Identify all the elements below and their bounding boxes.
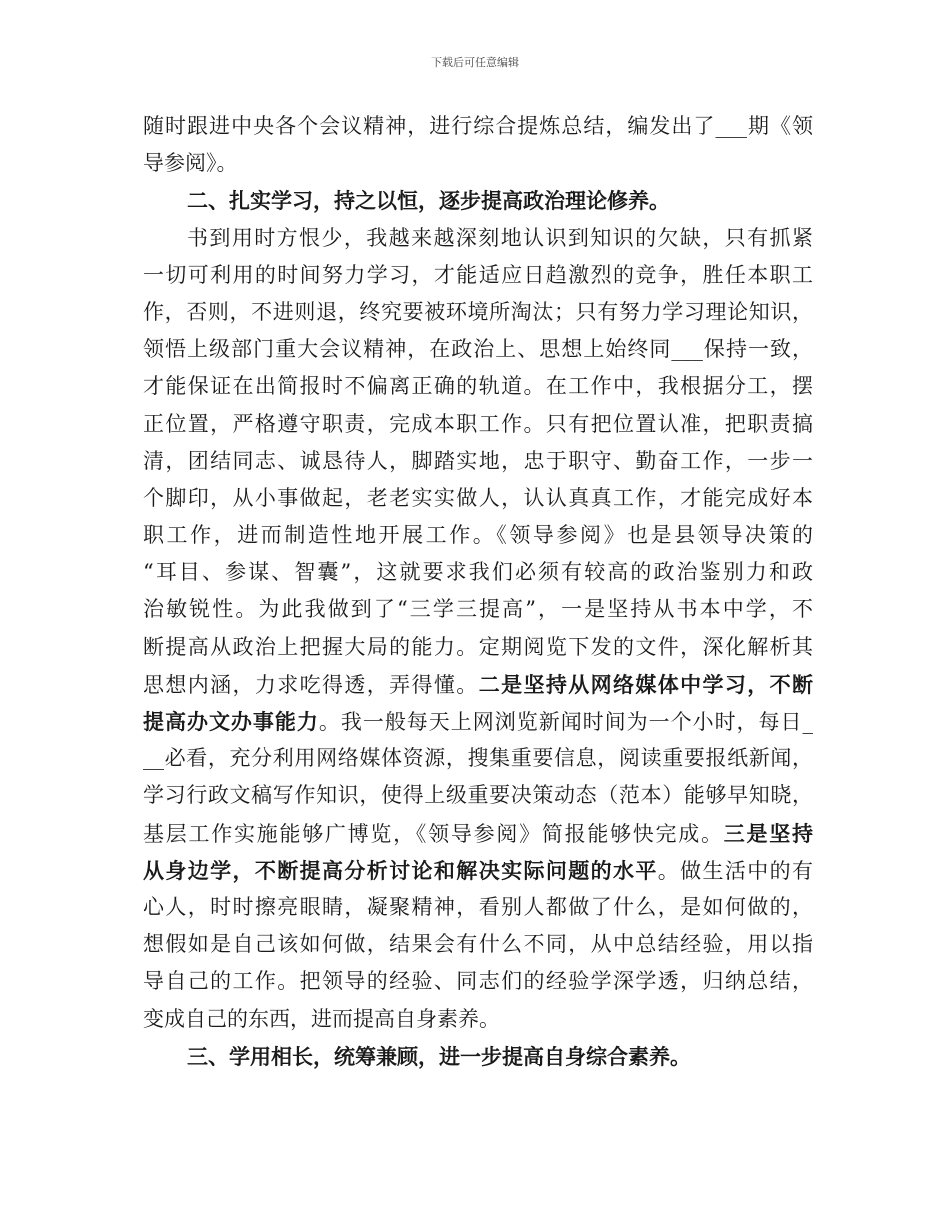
- body-line-mixed: [143, 852, 813, 889]
- body-line: 清，团结同志、诚恳待人，脚踏实地，忠于职守、勤奋工作，一步一: [143, 448, 813, 473]
- body-line: 变成自己的东西，进而提高自身素养。: [143, 1006, 500, 1031]
- body-line: 学习行政文稿写作知识，使得上级重要决策动态（范本）能够早知晓，: [143, 783, 813, 808]
- body-line-mixed: [143, 666, 813, 703]
- body-line-mixed: [143, 815, 813, 852]
- document-body: [143, 108, 813, 1075]
- body-line: 心人，时时擦亮眼睛，凝聚精神，看别人都做了什么，是如何做的，: [143, 894, 813, 919]
- body-text: 。做生活中的有: [657, 858, 814, 883]
- body-line: 职工作，进而制造性地开展工作。《领导参阅》也是县领导决策的: [143, 523, 813, 548]
- body-line-mixed: [143, 703, 813, 740]
- body-line: 导参阅》。: [143, 151, 238, 176]
- body-line: 导自己的工作。把领导的经验、同志们的经验学深学透，归纳总结，: [143, 969, 813, 994]
- body-line: 断提高从政治上把握大局的能力。定期阅览下发的文件，深化解析其: [143, 634, 813, 659]
- page-header: 下载后可任意编辑: [431, 56, 519, 69]
- section-heading: 三、学用相长，统筹兼顾，进一步提高自身综合素养。: [187, 1043, 691, 1069]
- body-line: 才能保证在出简报时不偏离正确的轨道。在工作中，我根据分工，摆: [143, 374, 813, 399]
- body-line: 随时跟进中央各个会议精神，进行综合提炼总结，编发出了___期《领: [143, 114, 813, 138]
- body-line: 治敏锐性。为此我做到了“三学三提高”，一是坚持从书本中学，不: [143, 597, 813, 622]
- body-line: “耳目、参谋、智囊”，这就要求我们必须有较高的政治鉴别力和政: [143, 560, 813, 585]
- emphasis-text: 从身边学，不断提高分析讨论和解决实际问题的水平: [143, 857, 658, 883]
- body-line: 想假如是自己该如何做，结果会有什么不同，从中总结经验，用以指: [143, 932, 813, 957]
- body-line: 一切可利用的时间努力学习，才能适应日趋激烈的竞争，胜任本职工: [143, 262, 813, 287]
- section-heading: 二、扎实学习，持之以恒，逐步提高政治理论修养。: [187, 188, 670, 214]
- body-line: 领悟上级部门重大会议精神，在政治上、思想上始终同___保持一致，: [143, 337, 813, 362]
- emphasis-text: 三是坚持: [723, 820, 814, 846]
- body-text: 。我一般每天上网浏览新闻时间为一个小时，每日_: [318, 710, 814, 734]
- body-line: __必看，充分利用网络媒体资源，搜集重要信息，阅读重要报纸新闻，: [143, 746, 813, 771]
- body-line: 作，否则，不进则退，终究要被环境所淘汰；只有努力学习理论知识，: [143, 299, 813, 324]
- body-text: 基层工作实施能够广博览，《领导参阅》简报能够快完成。: [143, 821, 724, 846]
- body-text: 思想内涵，力求吃得透，弄得懂。: [143, 672, 479, 697]
- emphasis-text: 提高办文办事能力: [143, 709, 319, 734]
- body-line: 个脚印，从小事做起，老老实实做人，认认真真工作，才能完成好本: [143, 485, 813, 510]
- body-line: 正位置，严格遵守职责，完成本职工作。只有把位置认准，把职责搞: [143, 411, 813, 436]
- emphasis-text: 二是坚持从网络媒体中学习，不断: [478, 671, 814, 697]
- paragraph-first-line: 书到用时方恨少，我越来越深刻地认识到知识的欠缺，只有抓紧: [187, 225, 813, 250]
